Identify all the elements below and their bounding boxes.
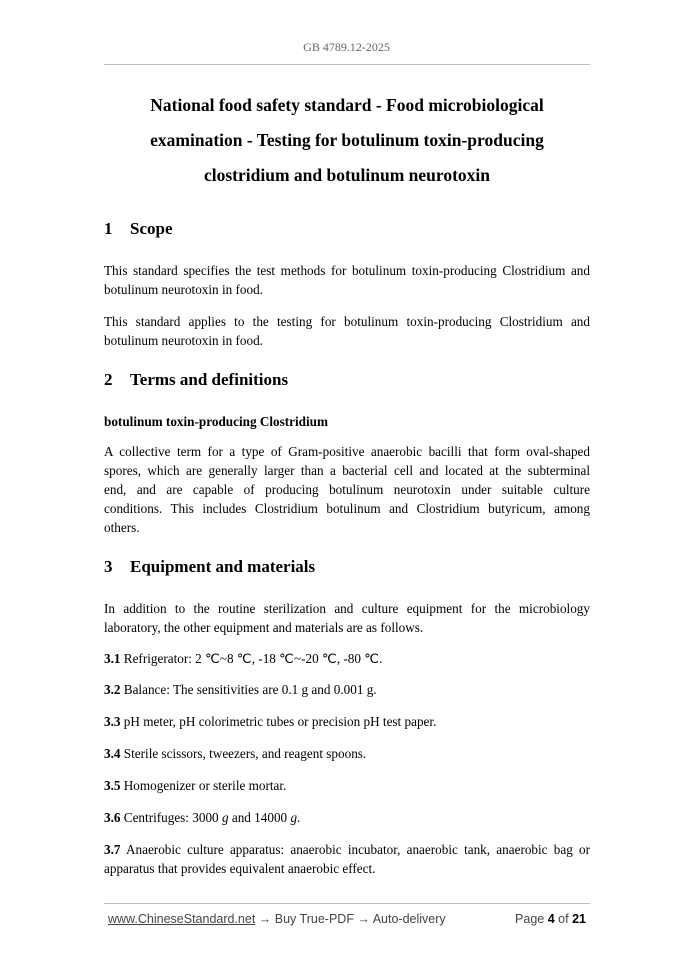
current-page-number: 4 <box>547 912 555 926</box>
item-number: 3.7 <box>104 842 121 857</box>
scope-paragraph-2 <box>104 312 590 350</box>
item-text-c: . <box>297 810 301 825</box>
term-name: botulinum toxin-producing Clostridium <box>104 414 328 429</box>
of-label: of <box>558 912 569 926</box>
footer-divider <box>104 903 590 904</box>
equipment-item <box>104 712 590 731</box>
equipment-item <box>104 680 590 699</box>
arrow-icon: → <box>255 912 275 926</box>
equipment-item <box>104 840 590 878</box>
scope-paragraph-1 <box>104 261 590 299</box>
header-standard-code: GB 4789.12-2025 <box>303 40 390 54</box>
item-text: Homogenizer or sterile mortar. <box>123 778 287 793</box>
scope-p1-line-2: botulinum neurotoxin in food. <box>104 282 263 297</box>
equipment-item <box>104 808 590 827</box>
equipment-item <box>104 744 590 763</box>
equipment-intro <box>104 599 590 637</box>
title-line-2: examination - Testing for botulinum toxin-producing <box>150 130 544 150</box>
item-text-b: and 14000 <box>228 810 291 825</box>
section-3-title: Equipment and materials <box>130 557 316 576</box>
document-title <box>104 88 590 193</box>
scope-p2-line-2: botulinum neurotoxin in food. <box>104 333 263 348</box>
item-number: 3.6 <box>104 810 121 825</box>
item-number: 3.4 <box>104 746 121 761</box>
section-2-number: 2 <box>104 370 113 389</box>
item-number: 3.5 <box>104 778 121 793</box>
item-text-line-1: Anaerobic culture apparatus: anaerobic incubator, anaerobic tank, anaerobic bag or <box>125 842 590 857</box>
page-indicator <box>515 912 586 926</box>
scope-p2-line-1: This standard applies to the testing for botulinum toxin-producing Clostridium and <box>104 314 590 329</box>
term-definition <box>104 442 590 537</box>
item-number: 3.3 <box>104 714 121 729</box>
auto-delivery-text: Auto-delivery <box>372 912 446 926</box>
header-divider <box>104 64 590 65</box>
total-pages: 21 <box>572 912 586 926</box>
footer-links <box>108 912 446 926</box>
item-text: Sterile scissors, tweezers, and reagent spoons. <box>123 746 367 761</box>
item-number: 3.2 <box>104 682 121 697</box>
section-3-heading <box>104 557 315 577</box>
item-text: pH meter, pH colorimetric tubes or precision pH test paper. <box>123 714 437 729</box>
item-text-line-2: apparatus that provides equivalent anaerobic effect. <box>104 861 376 876</box>
section-1-title: Scope <box>130 219 173 238</box>
item-text: Refrigerator: 2 ℃~8 ℃, -18 ℃~-20 ℃, -80 ℃. <box>123 651 383 666</box>
intro-line-2: laboratory, the other equipment and materials are as follows. <box>104 620 424 635</box>
equipment-item <box>104 776 590 795</box>
section-1-number: 1 <box>104 219 113 238</box>
site-link[interactable]: www.ChineseStandard.net <box>108 912 256 926</box>
section-1-heading <box>104 219 173 239</box>
definition-line-3: end, and are capable of producing botulinum neurotoxin under suitable culture <box>104 482 590 497</box>
g-unit: g <box>290 810 298 825</box>
intro-line-1: In addition to the routine sterilization and culture equipment for the microbiology <box>104 601 590 616</box>
title-line-3: clostridium and botulinum neurotoxin <box>203 165 491 185</box>
definition-line-4: conditions. This includes Clostridium botulinum and Clostridium butyricum, among <box>104 501 590 516</box>
item-text-a: Centrifuges: 3000 <box>123 810 222 825</box>
buy-true-pdf-text: Buy True-PDF <box>274 912 354 926</box>
item-number: 3.1 <box>104 651 121 666</box>
definition-line-5: others. <box>104 520 140 535</box>
equipment-item <box>104 649 590 668</box>
section-3-number: 3 <box>104 557 113 576</box>
g-unit: g <box>221 810 229 825</box>
page-label: Page <box>515 912 545 926</box>
title-line-1: National food safety standard - Food microbiological <box>150 95 544 115</box>
term-heading <box>104 412 590 431</box>
section-2-heading <box>104 370 288 390</box>
definition-line-1: A collective term for a type of Gram-positive anaerobic bacilli that form oval-shaped <box>104 444 590 459</box>
section-2-title: Terms and definitions <box>130 370 289 389</box>
scope-p1-line-1: This standard specifies the test methods for botulinum toxin-producing Clostridium and <box>104 263 590 278</box>
item-text: Balance: The sensitivities are 0.1 g and 0.001 g. <box>123 682 377 697</box>
definition-line-2: spores, which are generally larger than a bacterial cell and located at the subterminal <box>104 463 590 478</box>
arrow-icon: → <box>353 912 373 926</box>
